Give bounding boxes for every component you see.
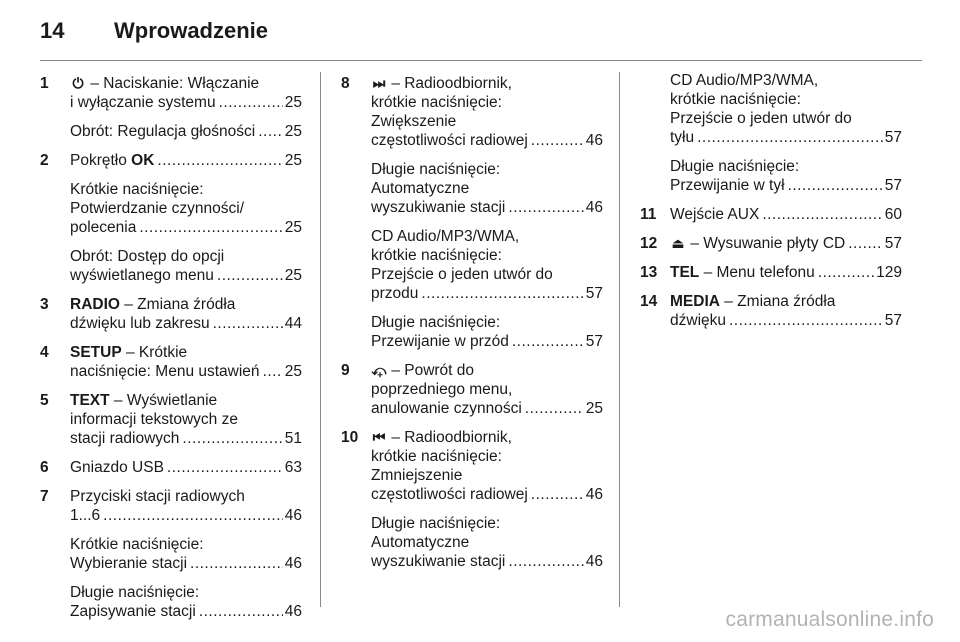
page-reference[interactable]: 25 xyxy=(284,219,302,236)
entry-text: Obrót: Dostęp do opcji xyxy=(70,248,225,265)
entry-line xyxy=(70,266,302,285)
entry-text: ⤽ – Powrót do xyxy=(371,362,475,379)
entry-text: wyszukiwanie stacji xyxy=(371,199,506,216)
entry-text: naciśnięcie: Menu ustawień xyxy=(70,363,260,380)
entry-text: krótkie naciśnięcie: xyxy=(371,247,502,264)
leader-dots xyxy=(531,485,584,504)
page-reference[interactable]: 46 xyxy=(585,199,603,216)
entry-line xyxy=(670,90,902,109)
leader-dots xyxy=(525,399,584,418)
entry-line xyxy=(70,295,302,314)
entry-line xyxy=(371,380,603,399)
entry-text: Przejście o jeden utwór do xyxy=(670,110,852,127)
entry-paragraph xyxy=(371,74,603,150)
entry-number: 5 xyxy=(40,392,49,409)
entry-body xyxy=(70,458,302,477)
entry-text: Krótkie naciśnięcie: xyxy=(70,536,204,553)
column-2 xyxy=(341,74,603,581)
entry-text: Długie naciśnięcie: xyxy=(371,314,501,331)
entry-line xyxy=(70,429,302,448)
entry-line xyxy=(371,466,603,485)
entry-body xyxy=(371,361,603,418)
entry-text: dźwięku lub zakresu xyxy=(70,315,210,332)
page-reference[interactable]: 57 xyxy=(884,129,902,146)
page-reference[interactable]: 25 xyxy=(284,267,302,284)
entry-line xyxy=(371,313,603,332)
index-entry xyxy=(40,151,302,285)
page-number: 14 xyxy=(40,18,65,43)
leader-dots xyxy=(762,205,882,224)
entry-text: częstotliwości radiowej xyxy=(371,132,528,149)
page-header xyxy=(40,16,922,56)
index-entry xyxy=(640,71,902,195)
entry-text: przodu xyxy=(371,285,419,302)
entry-text: i wyłączanie systemu xyxy=(70,94,216,111)
entry-line xyxy=(670,234,902,253)
leader-dots xyxy=(788,176,883,195)
entry-line xyxy=(670,292,902,311)
entry-line xyxy=(371,552,603,571)
entry-paragraph xyxy=(70,391,302,448)
entry-line xyxy=(371,514,603,533)
entry-text: informacji tekstowych ze xyxy=(70,411,238,428)
page-reference[interactable]: 46 xyxy=(284,603,302,620)
entry-line xyxy=(371,428,603,447)
entry-body xyxy=(670,71,902,195)
leader-dots xyxy=(512,332,584,351)
entry-number: 2 xyxy=(40,152,49,169)
entry-paragraph xyxy=(70,535,302,573)
index-entry xyxy=(40,343,302,381)
page-reference[interactable]: 44 xyxy=(284,315,302,332)
entry-line xyxy=(371,179,603,198)
entry-line xyxy=(70,199,302,218)
index-entry xyxy=(40,391,302,448)
entry-paragraph xyxy=(70,487,302,525)
page-reference[interactable]: 129 xyxy=(876,264,902,281)
leader-dots xyxy=(190,554,283,573)
entry-number: 6 xyxy=(40,459,49,476)
entry-text: Pokrętło OK xyxy=(70,152,155,169)
entry-line xyxy=(371,112,603,131)
entry-line xyxy=(371,332,603,351)
entry-line xyxy=(371,227,603,246)
entry-line xyxy=(70,410,302,429)
entry-text: 1...6 xyxy=(70,507,101,524)
entry-number: 14 xyxy=(640,293,658,310)
entry-line xyxy=(371,399,603,418)
entry-number: 8 xyxy=(341,75,350,92)
entry-line xyxy=(670,205,902,224)
entry-line xyxy=(70,343,302,362)
index-entry xyxy=(40,458,302,477)
entry-line xyxy=(371,533,603,552)
entry-text: Zapisywanie stacji xyxy=(70,603,196,620)
leader-dots xyxy=(729,311,883,330)
entry-text: ⏻ – Naciskanie: Włączanie xyxy=(70,74,259,93)
entry-line xyxy=(371,246,603,265)
entry-paragraph xyxy=(371,428,603,504)
leader-dots xyxy=(213,314,283,333)
entry-paragraph xyxy=(670,234,902,253)
entry-line xyxy=(670,263,902,282)
entry-line xyxy=(70,314,302,333)
entry-line xyxy=(670,71,902,90)
page-reference[interactable]: 60 xyxy=(884,206,902,223)
page-title: Wprowadzenie xyxy=(114,18,269,43)
entry-text: krótkie naciśnięcie: xyxy=(670,91,801,108)
leader-dots xyxy=(531,131,584,150)
leader-dots xyxy=(421,284,583,303)
entry-body xyxy=(70,391,302,448)
entry-text: Przyciski stacji radiowych xyxy=(70,488,245,505)
entry-number: 12 xyxy=(640,235,658,252)
column-divider xyxy=(320,72,321,607)
entry-text: Długie naciśnięcie: xyxy=(371,515,501,532)
entry-line xyxy=(371,361,603,380)
leader-dots xyxy=(182,429,282,448)
entry-body xyxy=(70,295,302,333)
entry-text: CD Audio/MP3/WMA, xyxy=(371,228,520,245)
leader-dots xyxy=(103,506,283,525)
entry-text: Przejście o jeden utwór do xyxy=(371,266,553,283)
entry-line xyxy=(70,554,302,573)
page-reference[interactable]: 46 xyxy=(284,555,302,572)
page-reference[interactable]: 57 xyxy=(585,333,603,350)
leader-dots xyxy=(263,362,283,381)
entry-paragraph xyxy=(670,157,902,195)
entry-line xyxy=(70,74,302,93)
entry-text: Przewijanie w tył xyxy=(670,177,785,194)
leader-dots xyxy=(818,263,874,282)
column-1 xyxy=(40,74,302,631)
page-reference[interactable]: 57 xyxy=(585,285,603,302)
page-reference[interactable]: 63 xyxy=(284,459,302,476)
entry-text: MEDIA – Zmiana źródła xyxy=(670,293,836,310)
entry-paragraph xyxy=(371,361,603,418)
entry-line xyxy=(371,93,603,112)
entry-line xyxy=(371,485,603,504)
entry-paragraph xyxy=(70,247,302,285)
entry-text: krótkie naciśnięcie: xyxy=(371,94,502,111)
entry-text: polecenia xyxy=(70,219,137,236)
entry-text: ⏭ – Radioodbiornik, xyxy=(372,75,512,92)
entry-paragraph xyxy=(70,180,302,237)
entry-line xyxy=(670,176,902,195)
entry-text: Potwierdzanie czynności/ xyxy=(70,200,245,217)
leader-dots xyxy=(848,234,883,253)
entry-number: 4 xyxy=(40,344,49,361)
entry-body xyxy=(70,487,302,621)
entry-paragraph xyxy=(371,313,603,351)
entry-paragraph xyxy=(70,458,302,477)
entry-paragraph xyxy=(70,151,302,170)
entry-number: 7 xyxy=(40,488,49,505)
entry-line xyxy=(70,151,302,170)
leader-dots xyxy=(217,266,283,285)
entry-line xyxy=(70,602,302,621)
index-entry xyxy=(640,234,902,253)
page-reference[interactable]: 57 xyxy=(884,235,902,252)
entry-line xyxy=(70,122,302,141)
entry-line xyxy=(70,458,302,477)
index-entry xyxy=(640,205,902,224)
entry-number: 11 xyxy=(640,206,657,223)
column-divider xyxy=(619,72,620,607)
entry-text: dźwięku xyxy=(670,312,726,329)
entry-paragraph xyxy=(70,295,302,333)
page-reference[interactable]: 46 xyxy=(585,486,603,503)
page-reference[interactable]: 25 xyxy=(284,152,302,169)
entry-body xyxy=(371,428,603,571)
entry-line xyxy=(371,160,603,179)
entry-line xyxy=(670,157,902,176)
entry-text: RADIO – Zmiana źródła xyxy=(70,296,236,313)
entry-paragraph xyxy=(670,292,902,330)
entry-text: anulowanie czynności xyxy=(371,400,522,417)
index-entry xyxy=(640,263,902,282)
entry-text: ⏏ – Wysuwanie płyty CD xyxy=(671,235,846,252)
leader-dots xyxy=(199,602,283,621)
entry-text: częstotliwości radiowej xyxy=(371,486,528,503)
entry-paragraph xyxy=(70,74,302,112)
index-entry xyxy=(640,292,902,330)
page-reference[interactable]: 46 xyxy=(585,553,603,570)
entry-line xyxy=(371,447,603,466)
entry-body xyxy=(670,205,902,224)
entry-text: Automatyczne xyxy=(371,534,470,551)
leader-dots xyxy=(508,198,583,217)
index-entry xyxy=(341,361,603,418)
page-reference[interactable]: 51 xyxy=(284,430,302,447)
entry-text: wyszukiwanie stacji xyxy=(371,553,506,570)
page-reference[interactable]: 25 xyxy=(284,94,302,111)
entry-paragraph xyxy=(70,583,302,621)
index-entry xyxy=(40,295,302,333)
index-entry xyxy=(341,428,603,571)
entry-line xyxy=(70,93,302,112)
page-reference[interactable]: 46 xyxy=(284,507,302,524)
entry-line xyxy=(670,311,902,330)
entry-paragraph xyxy=(670,205,902,224)
skip-back-icon: ⏮ xyxy=(372,429,386,445)
entry-body xyxy=(371,74,603,351)
header-rule xyxy=(40,60,922,61)
entry-text: Wybieranie stacji xyxy=(70,555,188,572)
entry-text: Zmniejszenie xyxy=(371,467,463,484)
entry-paragraph xyxy=(70,122,302,141)
entry-line xyxy=(70,487,302,506)
page-reference[interactable]: 46 xyxy=(585,132,603,149)
entry-line xyxy=(670,109,902,128)
page-reference[interactable]: 57 xyxy=(884,312,902,329)
entry-paragraph xyxy=(70,343,302,381)
page-reference[interactable]: 25 xyxy=(284,123,302,140)
entry-paragraph xyxy=(371,227,603,303)
entry-text: Długie naciśnięcie: xyxy=(70,584,200,601)
entry-number xyxy=(640,71,670,195)
index-entry xyxy=(341,74,603,351)
entry-paragraph xyxy=(670,263,902,282)
entry-line xyxy=(70,247,302,266)
entry-text: Zwiększenie xyxy=(371,113,457,130)
entry-text: Krótkie naciśnięcie: xyxy=(70,181,204,198)
entry-number: 3 xyxy=(40,296,49,313)
entry-text: Przewijanie w przód xyxy=(371,333,509,350)
entry-number: 9 xyxy=(341,362,350,379)
entry-paragraph xyxy=(371,160,603,217)
back-icon: ⤽ xyxy=(371,362,387,378)
entry-body xyxy=(70,74,302,141)
page-reference[interactable]: 25 xyxy=(284,363,302,380)
entry-line xyxy=(70,391,302,410)
entry-text: Automatyczne xyxy=(371,180,470,197)
entry-text: SETUP – Krótkie xyxy=(70,344,188,361)
entry-line xyxy=(70,180,302,199)
page-reference[interactable]: 25 xyxy=(585,400,603,417)
entry-body xyxy=(70,343,302,381)
leader-dots xyxy=(508,552,583,571)
page-reference[interactable]: 57 xyxy=(884,177,902,194)
entry-text: krótkie naciśnięcie: xyxy=(371,448,502,465)
entry-line xyxy=(371,198,603,217)
entry-line xyxy=(70,362,302,381)
skip-forward-icon: ⏭ xyxy=(372,75,386,91)
entry-text: stacji radiowych xyxy=(70,430,180,447)
leader-dots xyxy=(219,93,283,112)
power-icon: ⏻ xyxy=(72,75,84,91)
entry-line xyxy=(70,583,302,602)
entry-text: Długie naciśnięcie: xyxy=(670,158,800,175)
entry-line xyxy=(70,535,302,554)
entry-line xyxy=(371,74,603,93)
entry-paragraph xyxy=(670,71,902,147)
entry-line xyxy=(371,284,603,303)
entry-line xyxy=(371,265,603,284)
entry-text: Gniazdo USB xyxy=(70,459,164,476)
entry-text: ⏮ – Radioodbiornik, xyxy=(372,429,512,446)
leader-dots xyxy=(157,151,282,170)
column-3 xyxy=(640,74,902,340)
entry-number: 10 xyxy=(341,429,359,446)
entry-text: poprzedniego menu, xyxy=(371,381,513,398)
entry-text: TEL – Menu telefonu xyxy=(670,264,815,281)
leader-dots xyxy=(258,122,283,141)
entry-text: wyświetlanego menu xyxy=(70,267,214,284)
index-entry xyxy=(40,487,302,621)
entry-number: 13 xyxy=(640,264,658,281)
entry-line xyxy=(371,131,603,150)
entry-body xyxy=(670,292,902,330)
entry-line xyxy=(70,218,302,237)
index-entry xyxy=(40,74,302,141)
entry-text: CD Audio/MP3/WMA, xyxy=(670,72,819,89)
leader-dots xyxy=(697,128,883,147)
entry-line xyxy=(70,506,302,525)
leader-dots xyxy=(139,218,282,237)
eject-icon: ⏏ xyxy=(671,235,685,251)
entry-body xyxy=(670,234,902,253)
entry-text: tyłu xyxy=(670,129,695,146)
entry-text: TEXT – Wyświetlanie xyxy=(70,392,218,409)
entry-paragraph xyxy=(371,514,603,571)
entry-text: Wejście AUX xyxy=(670,206,760,223)
entry-body xyxy=(70,151,302,285)
entry-body xyxy=(670,263,902,282)
entry-text: Długie naciśnięcie: xyxy=(371,161,501,178)
entry-line xyxy=(670,128,902,147)
watermark: carmanualsonline.info xyxy=(725,608,934,631)
leader-dots xyxy=(167,458,283,477)
entry-text: Obrót: Regulacja głośności xyxy=(70,123,256,140)
entry-number: 1 xyxy=(40,75,49,92)
